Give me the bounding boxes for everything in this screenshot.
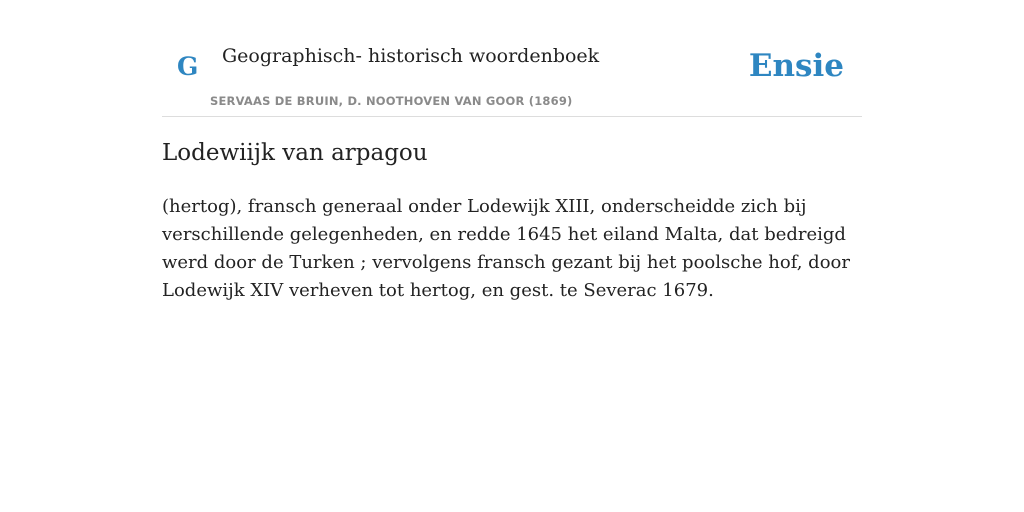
book-header: [162, 0, 862, 117]
ensie-logo-link[interactable]: Ensie: [748, 48, 844, 84]
entry-title: Lodewiijk van arpagou: [162, 140, 428, 166]
book-title[interactable]: Geographisch- historisch woordenboek: [222, 45, 600, 67]
book-logo-letter[interactable]: G: [177, 52, 199, 81]
entry-body: (hertog), fransch generaal onder Lodewijk XIII, onderscheidde zich bij verschillende gelegenheden, en redde 1645 het eiland Malta, dat bedreigd werd door de Turken ; vervolgens fransch gezant bij het poolsche hof, door Lodewijk XIV verheven tot hertog, en gest. te Severac 1679.: [162, 196, 850, 301]
book-authors: SERVAAS DE BRUIN, D. NOOTHOVEN VAN GOOR (1869): [210, 94, 573, 108]
